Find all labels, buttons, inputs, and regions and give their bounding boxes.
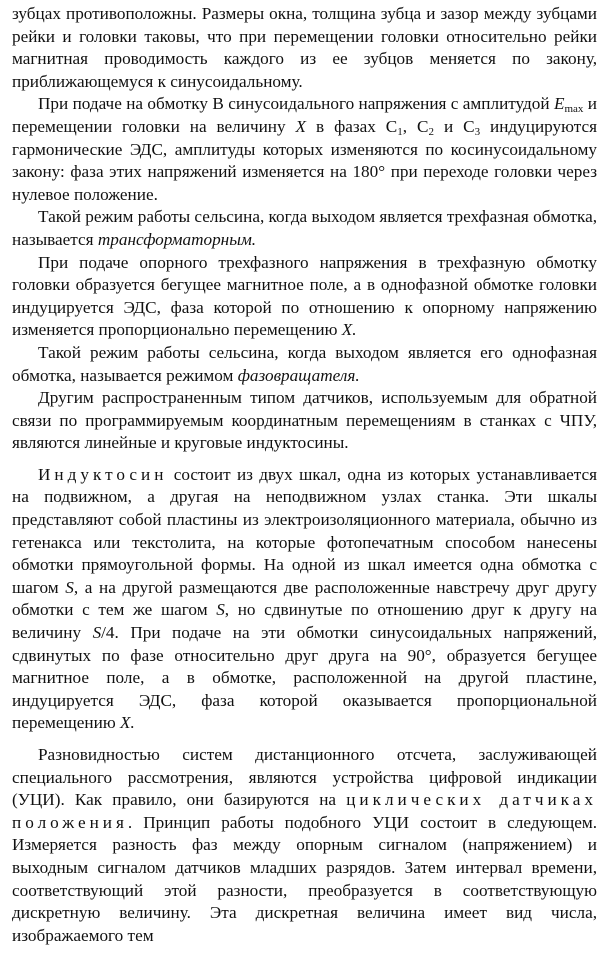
- italic-text: S: [216, 600, 225, 620]
- paragraph-7: [12, 464, 597, 735]
- text-run: Разновидностью систем дистанционного отсчета, заслуживающей специального рассмотрения, являются устройства цифровой индикации (УЦИ). Как правило, они базируются на: [12, 745, 597, 810]
- italic-text: X.: [119, 713, 135, 733]
- text-run: и перемещении головки на величину: [12, 94, 597, 136]
- sub-text: 3: [474, 125, 481, 138]
- spaced-text: циклических датчиках положения: [12, 790, 597, 832]
- paragraph-gap: [12, 455, 597, 464]
- paragraph-gap: [12, 735, 597, 744]
- paragraph-8: [12, 744, 597, 947]
- italic-text: фазовращателя.: [237, 365, 360, 385]
- text-run: индуцируются гармонические ЭДС, амплитуды которых изменяются по косинусоидальному закону: фаза этих напряжений изменяется на 180° при переходе головки через нулевое положение.: [12, 116, 597, 204]
- text-run: . Принцип работы подобного УЦИ состоит в следующем. Измеряется разность фаз между опорным сигналом (напряжением) и выходным сигналом датчиков младших разрядов. Затем интервал времени, соответствующий этой разности, преобразуется в соответствующую дискретную величину. Эта дискретная величина имеет вид числа, изображаемого тем: [12, 812, 597, 945]
- text-run: , но сдвинутые по отношению друг к другу на величину: [12, 600, 597, 643]
- text-run: зубцах противоположны. Размеры окна, толщина зубца и зазор между зубцами рейки и головки таковы, что при перемещении головки относительно рейки магнитная проводимость каждого из ее зубцов меняется по закону, приближающемуся к синусоидальному.: [12, 4, 597, 91]
- paragraph-5: [12, 342, 597, 387]
- text-run: Такой режим работы сельсина, когда выходом является его однофазная обмотка, называется режимом: [12, 342, 597, 385]
- paragraph-2: [12, 93, 597, 206]
- italic-text: X.: [341, 320, 357, 340]
- text-run: /4. При подаче на эти обмотки синусоидальных напряжений, сдвинутых по фазе относительно друг друга на 90°, образуется бегущее магнитное поле, а в обмотке, расположенной на другой пластине, индуцируется ЭДС, фаза которой оказывается пропорциональной перемещению: [12, 623, 597, 733]
- italic-text: S: [92, 623, 102, 643]
- paragraph-6: [12, 387, 597, 455]
- text-run: и С: [434, 116, 475, 136]
- italic-text: S: [65, 577, 74, 597]
- paragraph-3: [12, 206, 597, 251]
- spaced-text: Индуктосин: [38, 464, 168, 484]
- sub-text: 2: [428, 125, 434, 138]
- text-run: При подаче опорного трехфазного напряжения в трехфазную обмотку головки образуется бегущее магнитное поле, а в однофазной обмотке головки индуцируется ЭДС, фаза которой по отношению к опорному напряжению изменяется пропорционально перемещению: [12, 252, 597, 340]
- sub-text: max: [564, 103, 584, 116]
- italic-text: E: [553, 94, 565, 114]
- text-run: При подаче на обмотку В синусоидального напряжения с амплитудой: [38, 94, 554, 114]
- text-run: , а на другой размещаются две расположенные навстречу друг другу обмотки с тем же шагом: [12, 577, 597, 620]
- sub-text: 1: [397, 125, 403, 138]
- text-run: в фазах С: [306, 116, 398, 136]
- text-run: Такой режим работы сельсина, когда выходом является трехфазная обмотка, называется: [12, 207, 598, 249]
- paragraph-4: [12, 252, 597, 342]
- text-run: Другим распространенным типом датчиков, используемым для обратной связи по программируемым координатным перемещениям в станках с ЧПУ, являются линейные и круговые индуктосины.: [12, 388, 597, 453]
- paragraph-1: [12, 3, 597, 93]
- italic-text: X: [295, 116, 307, 136]
- text-run: , С: [402, 116, 429, 136]
- text-run: состоит из двух шкал, одна из которых устанавливается на подвижном, а другая на неподвижном узлах станка. Эти шкалы представляют собой пластины из электроизоляционного материала, обычно из гетенакса или текстолита, на которые фотопечатным способом нанесены обмотки прямоугольной формы. На одной из шкал имеется одна обмотка с шагом: [12, 464, 597, 597]
- italic-text: трансформаторным.: [97, 229, 257, 249]
